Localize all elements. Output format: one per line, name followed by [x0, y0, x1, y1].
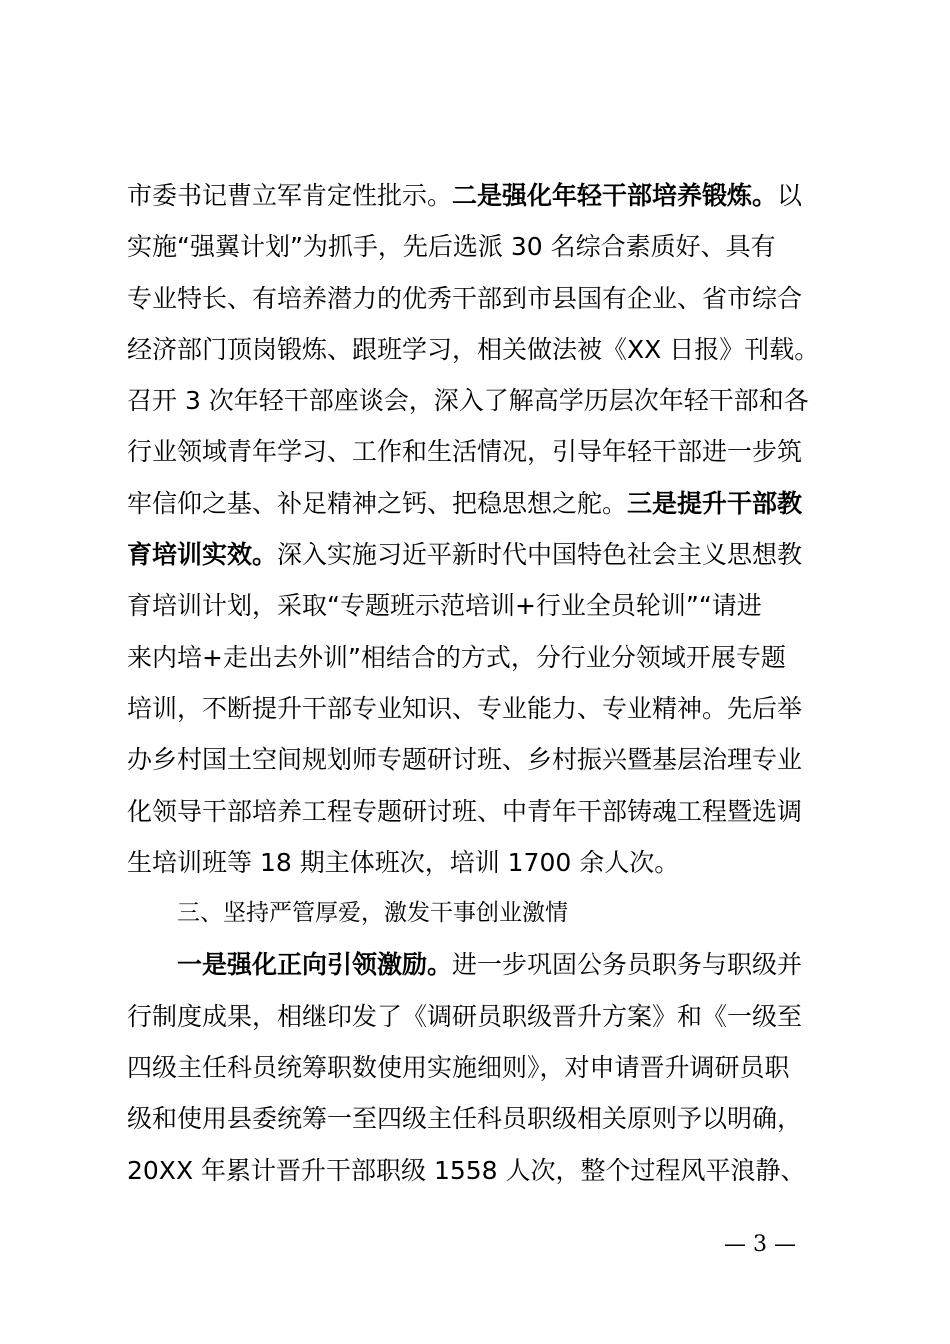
text-run: 来内培+走出去外训”相结合的方式，分行业分领域开展专题	[127, 642, 786, 672]
text-line	[127, 837, 847, 888]
paragraph-block-1	[127, 170, 847, 888]
section-heading: 三、坚持严管厚爱，激发干事创业激情	[177, 900, 568, 927]
text-run: 化领导干部培养工程专题研讨班、中青年干部铸魂工程暨选调	[127, 796, 803, 826]
bold-text-run: 二是强化年轻干部培养锻炼。	[452, 181, 778, 210]
paragraph-block-2	[127, 939, 847, 1195]
page-number	[0, 1232, 950, 1257]
text-line	[127, 529, 847, 580]
text-line	[127, 683, 847, 734]
text-line	[127, 170, 847, 221]
text-run: 牢信仰之基、补足精神之钙、把稳思想之舵。	[127, 488, 628, 518]
text-line	[127, 632, 847, 683]
page-number-text: — 3 —	[724, 1232, 796, 1257]
text-run: 市委书记曹立军肯定性批示。	[127, 181, 453, 210]
text-run: 专业特长、有培养潜力的优秀干部到市县国有企业、省市综合	[127, 283, 803, 313]
text-run: 行业领域青年学习、工作和生活情况，引导年轻干部进一步筑	[127, 437, 803, 467]
text-run: 行制度成果，相继印发了《调研员职级晋升方案》和《一级至	[127, 1001, 803, 1031]
text-run: 生培训班等 18 期主体班次，培训 1700 余人次。	[127, 847, 680, 877]
text-line	[127, 273, 847, 324]
text-line	[127, 324, 847, 375]
bold-text-run: 育培训实效。	[127, 540, 278, 570]
text-line	[127, 1145, 847, 1196]
text-run: 召开 3 次年轻干部座谈会，深入了解高学历层次年轻干部和各	[127, 386, 809, 416]
text-line	[127, 375, 847, 426]
text-run: 培训，不断提升干部专业知识、专业能力、专业精神。先后举	[127, 693, 803, 723]
text-run: 20XX 年累计晋升干部职级 1558 人次，整个过程风平浪静、	[127, 1155, 806, 1185]
text-run: 实施“强翼计划”为抓手，先后选派 30 名综合素质好、具有	[127, 232, 776, 262]
text-line	[127, 478, 847, 529]
text-line	[127, 991, 847, 1042]
text-line	[127, 580, 847, 631]
text-line	[127, 1093, 847, 1144]
text-run: 进一步巩固公务员职务与职级并	[452, 950, 803, 980]
text-line	[127, 1042, 847, 1093]
bold-text-run: 三是提升干部教	[627, 488, 803, 518]
body-text	[127, 170, 847, 1196]
text-run: 四级主任科员统筹职数使用实施细则》，对申请晋升调研员职	[127, 1053, 790, 1083]
text-line	[127, 221, 847, 272]
text-run: 经济部门顶岗锻炼、跟班学习，相关做法被《XX 日报》刊载。	[127, 334, 820, 364]
text-run: 育培训计划，采取“专题班示范培训+行业全员轮训”“请进	[127, 591, 762, 621]
text-run: 以	[777, 181, 803, 210]
text-line	[127, 939, 847, 990]
bold-text-run: 一是强化正向引领激励。	[177, 950, 453, 980]
text-run: 级和使用县委统筹一至四级主任科员职级相关原则予以明确，	[127, 1104, 803, 1134]
text-line	[127, 426, 847, 477]
text-line	[127, 734, 847, 785]
text-line	[127, 786, 847, 837]
text-run: 办乡村国土空间规划师专题研讨班、乡村振兴暨基层治理专业	[127, 745, 803, 775]
text-run: 深入实施习近平新时代中国特色社会主义思想教	[277, 540, 803, 570]
